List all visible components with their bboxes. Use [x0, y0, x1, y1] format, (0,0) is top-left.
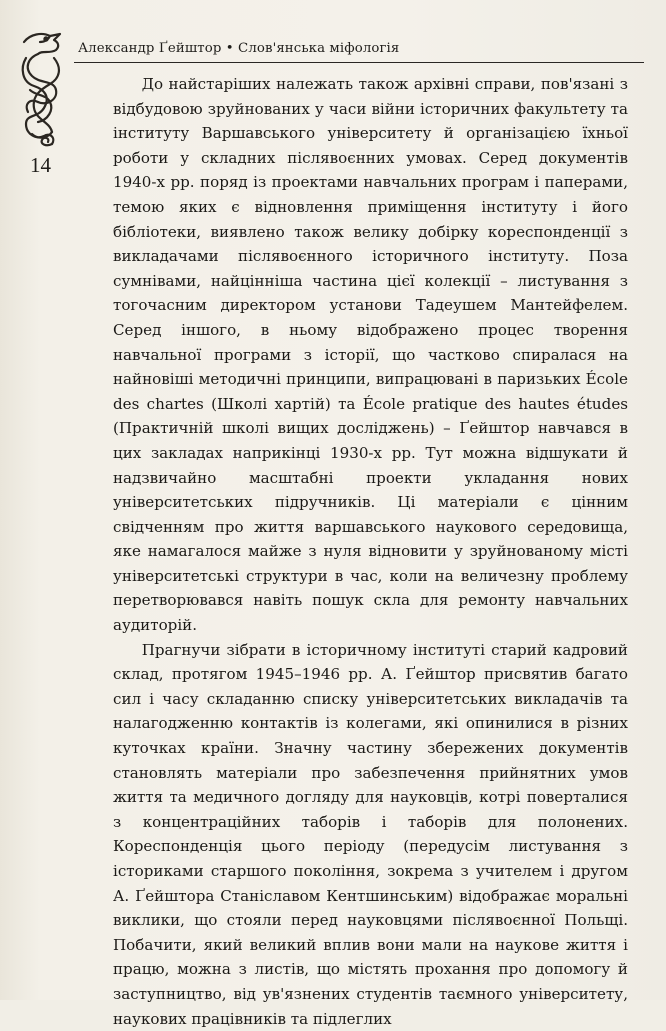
- page-number: 14: [30, 153, 51, 177]
- body-text: [113, 72, 628, 1031]
- header-rule: [74, 62, 644, 63]
- paragraph-2: [113, 638, 628, 1031]
- paragraph-text: До найстаріших належать також архівні справи, пов'язані з відбудовою зруйнованих у часи війни історичних факультету та інституту Варшавського університету й організацією їхньої роботи у складних післявоєнних умовах. Серед документів 1940-х рр. поряд із проектами навчальних програм і паперами, темою яких є відновлення приміщення інституту і його бібліотеки, виявлено також велику добірку кореспонденції з викладачами післявоєнного історичного інституту. Поза сумнівами, найцінніша частина цієї колекції – листування з тогочасним директором установи Тадеушем Мантейфелем. Серед іншого, в ньому відображено процес творення навчальної програми з історії, що частково спиралася на найновіші методичні принципи, випрацювані в паризьких École des chartes (Школі хартій) та École pratique des hautes études (Практичній школі вищих досліджень) – Ґейштор навчався в цих закладах наприкінці 1930-х рр. Тут можна відшукати й надзвичайно масштабні проекти укладання нових університетських підручників. Ці матеріали є цінним свідченням про життя варшавського наукового середовища, яке намагалося майже з нуля відновити у зруйнованому місті університетські структури в час, коли на величезну проблему перетворювався навіть пошук скла для ремонту навчальних аудиторій.: [113, 75, 628, 635]
- paragraph-1: [113, 72, 628, 638]
- running-head: Александр Ґейштор • Слов'янська міфологія: [78, 41, 400, 56]
- paragraph-text: Прагнучи зібрати в історичному інституті старий кадровий склад, протягом 1945–1946 рр. А. Ґейштор присвятив багато сил і часу складанню списку університетських викладачів та налагодженню контактів із колегами, які опинилися в різних куточках країни. Значну частину збережених документів становлять матеріали про забезпечення прийнятних умов життя та медичного догляду для науковців, котрі поверталися з концентраційних таборів і таборів для полонених. Кореспонденція цього періоду (передусім листування з істориками старшого покоління, зокрема з учителем і другом А. Ґейштора Станіславом Кентшинським) відображає моральні виклики, що стояли перед науковцями післявоєнної Польщі. Побачити, який великий вплив вони мали на наукове життя і працю, можна з листів, що містять прохання про допомогу й заступництво, від ув'язнених студентів таємного університету, наукових працівників та підлеглих: [113, 640, 628, 1028]
- celtic-knot-ornament-icon: [16, 28, 68, 148]
